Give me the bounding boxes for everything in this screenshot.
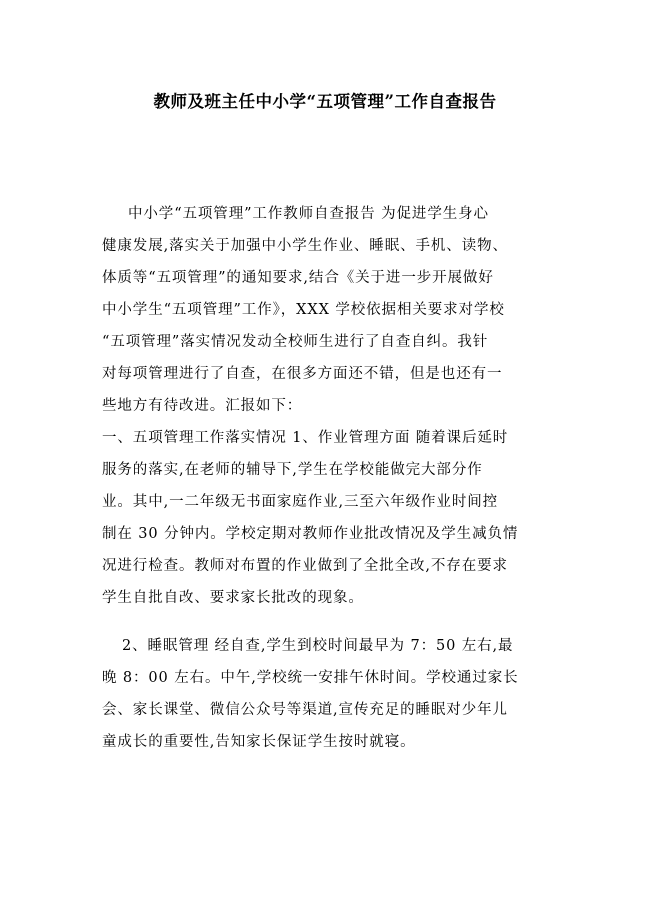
paragraph-line: 中小学“五项管理”工作教师自查报告 为促进学生身心 (128, 206, 489, 222)
paragraph-line: 会、家长课堂、微信公众号等渠道,宣传充足的睡眠对少年儿 (102, 702, 508, 718)
paragraph-line: 况进行检查。教师对布置的作业做到了全批全改,不存在要求 (102, 558, 508, 574)
document-title: 教师及班主任中小学“五项管理”工作自查报告 (153, 92, 497, 111)
paragraph-line: 健康发展,落实关于加强中小学生作业、睡眠、手机、读物、 (102, 238, 508, 254)
section-heading-line: 一、五项管理工作落实情况 1、作业管理方面 随着课后延时 (102, 430, 509, 446)
paragraph-line: 晚 8：00 左右。中午,学校统一安排午休时间。学校通过家长 (102, 670, 519, 686)
paragraph-line: 服务的落实,在老师的辅导下,学生在学校能做完大部分作 (102, 462, 483, 478)
paragraph-line: 业。其中,一二年级无书面家庭作业,三至六年级作业时间控 (102, 494, 499, 510)
paragraph-line: 体质等“五项管理”的通知要求,结合《关于进一步开展做好 (102, 270, 494, 286)
paragraph-line: “五项管理”落实情况发动全校师生进行了自查自纠。我针 (102, 334, 489, 350)
paragraph-line: 对每项管理进行了自查，在很多方面还不错，但是也还有一 (102, 366, 503, 382)
paragraph-line: 童成长的重要性,告知家长保证学生按时就寝。 (102, 734, 416, 750)
section-heading-line: 2、睡眠管理 经自查,学生到校时间最早为 7：50 左右,最 (122, 638, 514, 654)
paragraph-line: 学生自批自改、要求家长批改的现象。 (102, 590, 364, 606)
paragraph-line: 些地方有待改进。汇报如下： (102, 398, 303, 414)
paragraph-line: 制在 30 分钟内。学校定期对教师作业批改情况及学生减负情 (102, 526, 519, 542)
paragraph-line: 中小学生“五项管理”工作》，XXX 学校依据相关要求对学校 (102, 302, 505, 318)
